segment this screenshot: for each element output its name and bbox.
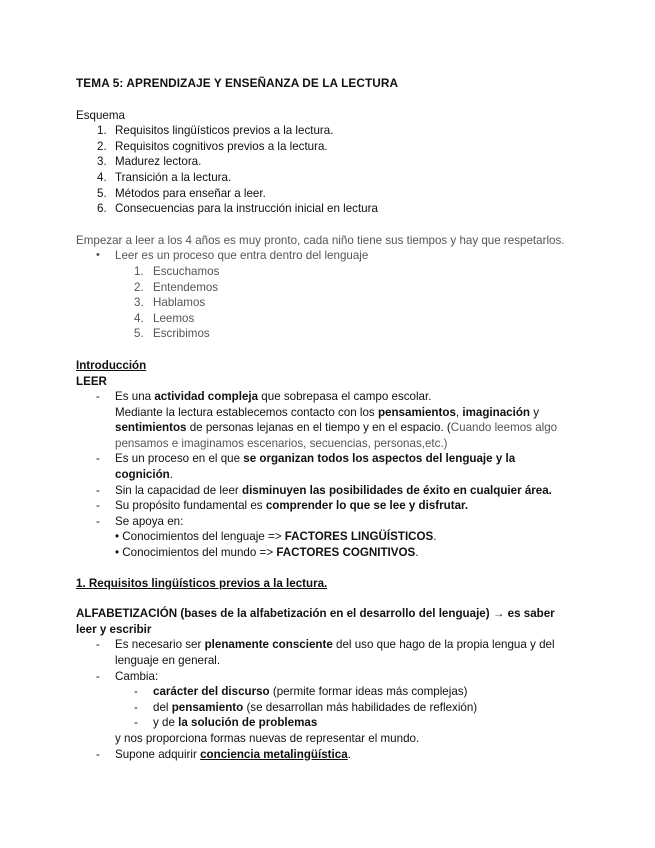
esquema-label: Esquema (76, 108, 125, 122)
page-title: TEMA 5: APRENDIZAJE Y ENSEÑANZA DE LA LECTURA (76, 76, 399, 90)
list-item: 5. Métodos para enseñar a leer. (97, 186, 266, 200)
list-item: - Sin la capacidad de leer disminuyen las posibilidades de éxito en cualquier área. (96, 483, 552, 497)
list-item: - Cambia: (96, 669, 159, 683)
list-item: - Es una actividad compleja que sobrepasa el campo escolar. Mediante la lectura establecemos contacto con los pensamientos, imaginación y sentimientos de personas lejanas en el tiempo y en el espacio. (Cuando leemos algo pensamos e imaginamos escenarios, secuencias, personas,etc.) (96, 390, 558, 450)
list-item: 2. Requisitos cognitivos previos a la lectura. (97, 139, 328, 153)
list-item: - y de la solución de problemas (134, 716, 318, 730)
document-body (76, 76, 581, 762)
list-item: - carácter del discurso (permite formar ideas más complejas) (134, 685, 468, 699)
list-item: 3. Madurez lectora. (97, 155, 202, 169)
note-paragraph: Empezar a leer a los 4 años es muy pronto, cada niño tiene sus tiempos y hay que respetarlos. (76, 233, 565, 247)
list-item: - Es necesario ser plenamente consciente del uso que hago de la propia lengua y del lenguaje en general. (96, 638, 555, 667)
list-item: - Es un proceso en el que se organizan todos los aspectos del lenguaje y la cognición. (96, 452, 516, 482)
esquema-list (76, 123, 581, 217)
list-item: 1. Escuchamos (134, 264, 220, 278)
alfabetizacion-line-1: ALFABETIZACIÓN (bases de la alfabetización en el desarrollo del lenguaje) → es saber (76, 607, 555, 621)
steps-list (76, 264, 581, 342)
list-item: - Se apoya en: • Conocimientos del lenguaje => FACTORES LINGÜÍSTICOS. • Conocimientos del mundo => FACTORES COGNITIVOS. (96, 514, 437, 560)
list-item: 6. Consecuencias para la instrucción inicial en lectura (97, 202, 378, 216)
list-item: 3. Hablamos (134, 296, 206, 310)
list-item: 4. Transición a la lectura. (97, 170, 232, 184)
list-item: - Su propósito fundamental es comprender lo que se lee y disfrutar. (96, 499, 469, 513)
list-item: 2. Entendemos (134, 280, 219, 294)
list-item: - Supone adquirir conciencia metalingüística. (96, 747, 351, 761)
alfabetizacion-line-2: leer y escribir (76, 622, 152, 636)
list-item: 5. Escribimos (134, 327, 210, 341)
list-item: - del pensamiento (se desarrollan más habilidades de reflexión) (134, 700, 478, 714)
section-heading-1: 1. Requisitos lingüísticos previos a la lectura. (76, 576, 328, 590)
note-bullet: • Leer es un proceso que entra dentro del lenguaje (96, 249, 369, 263)
continuation-text: y nos proporciona formas nuevas de representar el mundo. (115, 731, 420, 745)
section-subheading-leer: LEER (76, 374, 107, 388)
list-item: 1. Requisitos lingüísticos previos a la lectura. (97, 124, 334, 138)
list-item: 4. Leemos (134, 311, 195, 325)
section-heading-intro: Introducción (76, 358, 147, 372)
